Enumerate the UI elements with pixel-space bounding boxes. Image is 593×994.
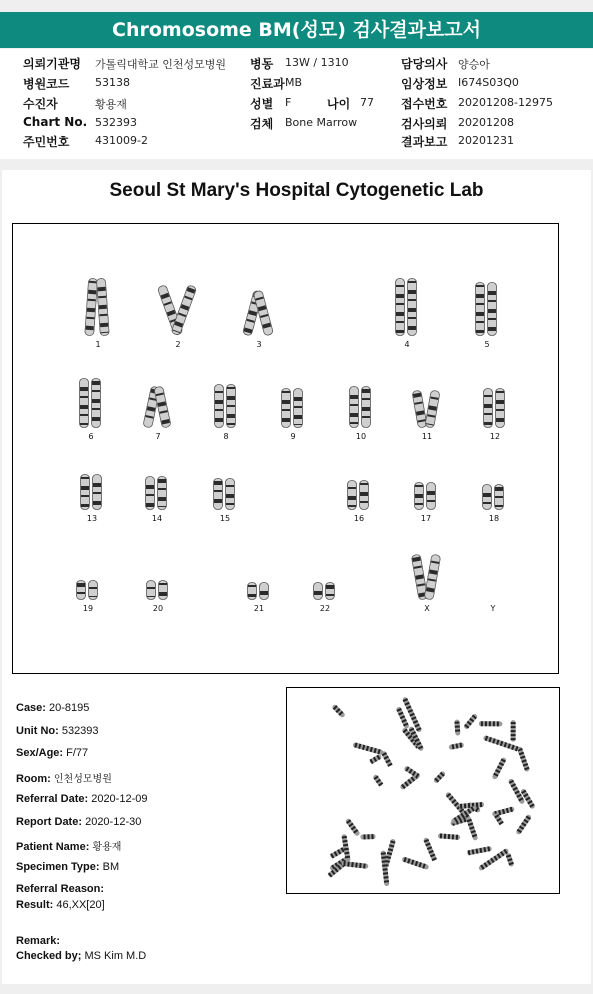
chart-no-label: Chart No.: [23, 115, 88, 129]
chromosome-label-2: 2: [175, 340, 181, 349]
chromosome-11-b: [423, 389, 440, 433]
chromosome-12-a: [483, 388, 493, 433]
checked-line: [16, 950, 146, 962]
chromosome-label-Y: Y: [490, 604, 496, 613]
ward-label: 병동: [250, 57, 274, 71]
chromosome-label-5: 5: [484, 340, 490, 349]
institution-value: 가톨릭대학교 인천성모병원: [95, 58, 227, 71]
chromosome-label-4: 4: [404, 340, 410, 349]
metaphase-chromosome: [433, 770, 446, 784]
referral-date-line: [16, 793, 147, 805]
chromosome-label-10: 10: [355, 432, 367, 441]
chromosome-4-a: [395, 278, 405, 341]
metaphase-chromosome: [401, 856, 429, 870]
chromosome-22-a: [313, 582, 323, 605]
chromosome-label-18: 18: [488, 514, 500, 523]
chromosome-label-11: 11: [421, 432, 433, 441]
report-date-label: Report Date:: [16, 816, 83, 828]
chromosome-19-b: [88, 580, 98, 605]
chromosome-21-b: [259, 582, 269, 605]
chromosome-label-19: 19: [82, 604, 94, 613]
chromosome-14-a: [145, 476, 155, 515]
chromosome-8-a: [214, 384, 224, 433]
chromosome-label-1: 1: [95, 340, 101, 349]
room-label: Room:: [16, 773, 51, 785]
chromosome-label-3: 3: [256, 340, 262, 349]
chromosome-label-13: 13: [86, 514, 98, 523]
case-value: 20-8195: [49, 702, 90, 714]
chromosome-21-a: [247, 582, 257, 605]
receipt-no-value: 20201208-12975: [458, 96, 553, 109]
referral-date-value: 2020-12-09: [91, 793, 148, 805]
clinical-info-label: 임상정보: [401, 77, 448, 91]
patient-name-value: 황용재: [92, 842, 122, 853]
sexage-line: [16, 747, 88, 759]
remark-line: [16, 935, 60, 947]
chromosome-15-b: [225, 478, 235, 515]
chromosome-9-a: [281, 388, 291, 433]
chromosome-7-b: [153, 385, 173, 433]
chromosome-label-9: 9: [290, 432, 296, 441]
sex-value: F: [285, 96, 292, 109]
patient-value: 황용재: [95, 98, 127, 111]
chromosome-18-b: [494, 484, 504, 515]
report-date-line: [16, 816, 141, 828]
chromosome-label-15: 15: [219, 514, 231, 523]
patient-info-panel: [0, 49, 593, 159]
chromosome-label-21: 21: [253, 604, 265, 613]
result-date-value: 20201231: [458, 134, 514, 147]
specimen-type-value: BM: [102, 861, 120, 873]
chromosome-10-b: [361, 386, 371, 433]
specimen-label: 검체: [250, 117, 274, 131]
chromosome-label-12: 12: [489, 432, 501, 441]
room-value: 인천성모병원: [53, 774, 112, 785]
chromosome-5-a: [475, 282, 485, 341]
referral-date-label: Referral Date:: [16, 793, 89, 805]
chromosome-label-17: 17: [420, 514, 432, 523]
chromosome-16-a: [347, 480, 357, 515]
unit-label: Unit No:: [16, 725, 59, 737]
chromosome-10-a: [349, 386, 359, 433]
chromosome-6-a: [79, 378, 89, 433]
case-line: [16, 702, 89, 714]
report-date-value: 2020-12-30: [85, 816, 142, 828]
metaphase-chromosome: [454, 719, 460, 735]
chromosome-6-b: [91, 378, 101, 433]
chromosome-19-a: [76, 580, 86, 605]
id-value: 431009-2: [95, 134, 148, 147]
metaphase-chromosome: [369, 754, 382, 765]
metaphase-chromosome: [517, 746, 530, 772]
clinical-info-value: I674S03Q0: [458, 76, 519, 89]
chromosome-8-b: [226, 384, 236, 433]
metaphase-chromosome: [479, 721, 503, 726]
ward-value: 13W / 1310: [285, 56, 349, 69]
chromosome-20-a: [146, 580, 156, 605]
request-date-value: 20201208: [458, 116, 514, 129]
metaphase-chromosome: [423, 837, 437, 861]
metaphase-chromosome: [360, 834, 375, 840]
chromosome-17-a: [414, 482, 424, 515]
hospital-code-value: 53138: [95, 76, 130, 89]
chromosome-18-a: [482, 484, 492, 515]
unit-line: [16, 725, 99, 737]
chromosome-label-X: X: [424, 604, 430, 613]
chromosome-label-16: 16: [353, 514, 365, 523]
room-line: [16, 770, 112, 785]
patient-label: 수진자: [23, 97, 58, 111]
metaphase-chromosome: [467, 846, 492, 856]
chromosome-4-b: [407, 278, 417, 341]
chromosome-label-7: 7: [155, 432, 161, 441]
patient-name-label: Patient Name:: [16, 841, 90, 853]
checked-value: MS Kim M.D: [84, 950, 147, 962]
karyogram-panel: [12, 223, 559, 674]
request-date-label: 검사의뢰: [401, 117, 448, 131]
institution-label: 의뢰기관명: [23, 57, 81, 71]
chromosome-15-a: [213, 478, 223, 515]
chromosome-5-b: [487, 282, 497, 341]
referral-reason-label: Referral Reason:: [16, 883, 105, 895]
chromosome-12-b: [495, 388, 505, 433]
chromosome-22-b: [325, 582, 335, 605]
lab-title: Seoul St Mary's Hospital Cytogenetic Lab: [109, 180, 484, 201]
sexage-label: Sex/Age:: [16, 747, 64, 759]
chromosome-16-b: [359, 480, 369, 515]
metaphase-chromosome: [466, 817, 478, 841]
report-title: Chromosome BM(성모) 검사결과보고서: [0, 12, 593, 48]
unit-value: 532393: [61, 725, 99, 737]
hospital-code-label: 병원코드: [23, 77, 70, 91]
metaphase-chromosome: [515, 814, 532, 835]
dept-value: MB: [285, 76, 303, 89]
sexage-value: F/77: [66, 747, 89, 759]
metaphase-chromosome: [511, 720, 516, 742]
result-label: Result:: [16, 899, 54, 911]
chromosome-label-14: 14: [151, 514, 163, 523]
chromosome-20-b: [158, 580, 168, 605]
referral-reason-line: [16, 883, 104, 895]
id-label: 주민번호: [23, 135, 70, 149]
metaphase-chromosome: [448, 742, 464, 750]
checked-label: Checked by;: [16, 950, 82, 962]
metaphase-chromosome: [331, 704, 345, 719]
chromosome-9-b: [293, 388, 303, 433]
chromosome-label-22: 22: [319, 604, 331, 613]
metaphase-chromosome: [492, 757, 507, 780]
metaphase-image-panel: [286, 687, 560, 894]
doctor-value: 양승아: [458, 58, 490, 71]
karyotype-report-sheet: [2, 170, 591, 984]
chromosome-X-b: [423, 554, 442, 606]
case-label: Case:: [16, 702, 46, 714]
metaphase-chromosome: [372, 774, 383, 787]
metaphase-chromosome: [341, 861, 368, 869]
age-value: 77: [360, 96, 374, 109]
age-label: 나이: [327, 97, 351, 111]
specimen-value: Bone Marrow: [285, 116, 358, 129]
result-date-label: 결과보고: [401, 135, 448, 149]
chromosome-label-8: 8: [223, 432, 229, 441]
chromosome-14-b: [157, 476, 167, 515]
metaphase-chromosome: [438, 833, 460, 840]
chromosome-17-b: [426, 482, 436, 515]
dept-label: 진료과: [250, 77, 285, 91]
metaphase-chromosome: [345, 818, 361, 837]
specimen-type-line: [16, 861, 119, 873]
patient-name-line: [16, 838, 121, 853]
specimen-type-label: Specimen Type:: [16, 861, 100, 873]
metaphase-chromosome: [463, 713, 478, 730]
sex-label: 성별: [250, 97, 274, 111]
remark-label: Remark:: [16, 935, 61, 947]
doctor-label: 담당의사: [401, 57, 448, 71]
chromosome-1-b: [96, 278, 110, 342]
metaphase-chromosome: [505, 852, 514, 867]
chromosome-label-20: 20: [152, 604, 164, 613]
receipt-no-label: 접수번호: [401, 97, 448, 111]
metaphase-chromosome: [352, 742, 383, 755]
chromosome-13-a: [80, 474, 90, 515]
result-value: 46,XX[20]: [56, 899, 105, 911]
metaphase-spread-image: [287, 688, 559, 893]
chart-no-value: 532393: [95, 116, 137, 129]
result-line: [16, 899, 105, 911]
chromosome-label-6: 6: [88, 432, 94, 441]
chromosome-13-b: [92, 474, 102, 515]
